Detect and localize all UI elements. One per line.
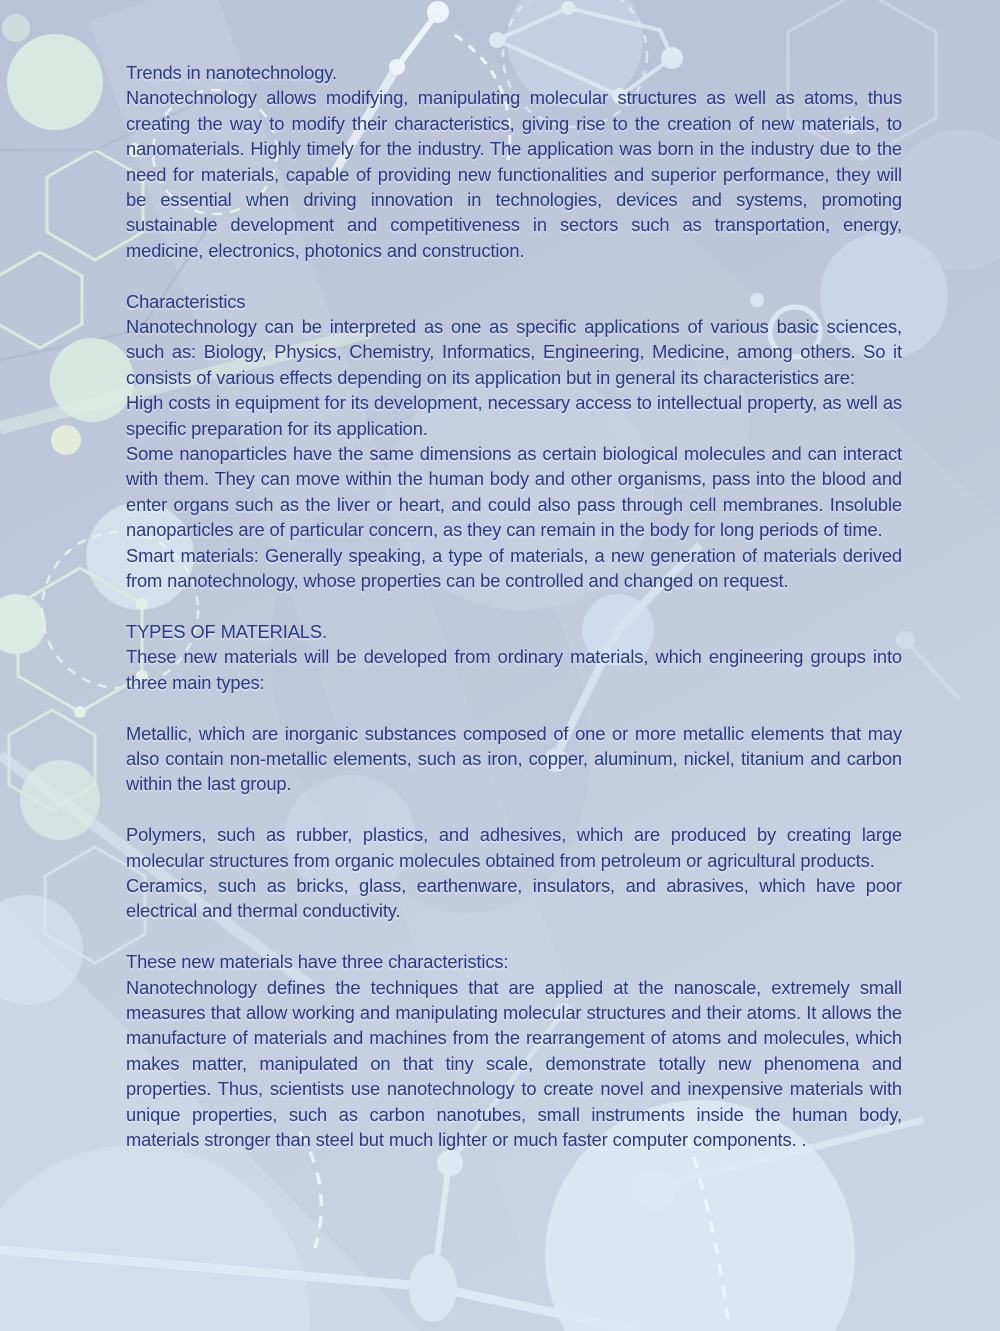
- paragraph: Metallic, which are inorganic substances composed of one or more metallic elements that may also contain non-metallic elements, such as iron, copper, aluminum, nickel, titanium and carbon within the last group.: [126, 722, 902, 795]
- text-block-metallic: [126, 721, 902, 797]
- paragraph: Polymers, such as rubber, plastics, and adhesives, which are produced by creating large molecular structures from organic molecules obtained from petroleum or agricultural products.: [126, 824, 902, 871]
- paragraph: Nanotechnology allows modifying, manipulating molecular structures as well as atoms, thus creating the way to modify their characteristics, giving rise to the creation of new materials, to nanomaterials. Highly timely for the industry. The application was born in the industry due to the need for materials, capable of providing new functionalities and superior performance, they will be essential when driving innovation in technologies, devices and systems, promoting sustainable development and competitiveness in sectors such as transportation, energy, medicine, electronics, photonics and construction.: [126, 87, 902, 261]
- paragraph: Some nanoparticles have the same dimensions as certain biological molecules and can interact with them. They can move within the human body and other organisms, pass into the blood and enter organs such as the liver or heart, and could also pass through cell membranes. Insoluble nanoparticles are of particular concern, as they can remain in the body for long periods of time.: [126, 443, 902, 541]
- paragraph: Ceramics, such as bricks, glass, earthenware, insulators, and abrasives, which have poor electrical and thermal conductivity.: [126, 874, 902, 922]
- paragraph: Nanotechnology defines the techniques that are applied at the nanoscale, extremely small measures that allow working and manipulating molecular structures and their atoms. It allows the manufacture of materials and machines from the rearrangement of atoms and molecules, which makes matter, manipulated on that tiny scale, demonstrate totally new phenomena and properties. Thus, scientists use nanotechnology to create novel and inexpensive materials with unique properties, such as carbon nanotubes, small instruments inside the human body, materials stronger than steel but much lighter or much faster computer components. .: [126, 976, 902, 1150]
- text-block-polymers-ceramics: [126, 822, 902, 924]
- section-heading: TYPES OF MATERIALS.: [126, 620, 327, 642]
- section-heading: These new materials have three characteristics:: [126, 951, 509, 973]
- paragraph: Nanotechnology can be interpreted as one as specific applications of various basic sciences, such as: Biology, Physics, Chemistry, Informatics, Engineering, Medicine, among others. So it consists of various effects depending on its application but in general its characteristics are:: [126, 316, 902, 388]
- text-block-characteristics: [126, 289, 902, 594]
- document-text: [126, 60, 902, 1152]
- text-block-three-characteristics: [126, 949, 902, 1152]
- text-block-types-of-materials: [126, 619, 902, 695]
- text-block-trends: [126, 60, 902, 263]
- section-heading: Trends in nanotechnology.: [126, 62, 337, 83]
- section-heading: Characteristics: [126, 290, 246, 312]
- paragraph: High costs in equipment for its development, necessary access to intellectual property, as well as specific preparation for its application.: [126, 392, 902, 439]
- paragraph: These new materials will be developed from ordinary materials, which engineering groups into three main types:: [126, 646, 902, 693]
- paragraph: Smart materials: Generally speaking, a type of materials, a new generation of materials derived from nanotechnology, whose properties can be controlled and changed on request.: [126, 544, 902, 592]
